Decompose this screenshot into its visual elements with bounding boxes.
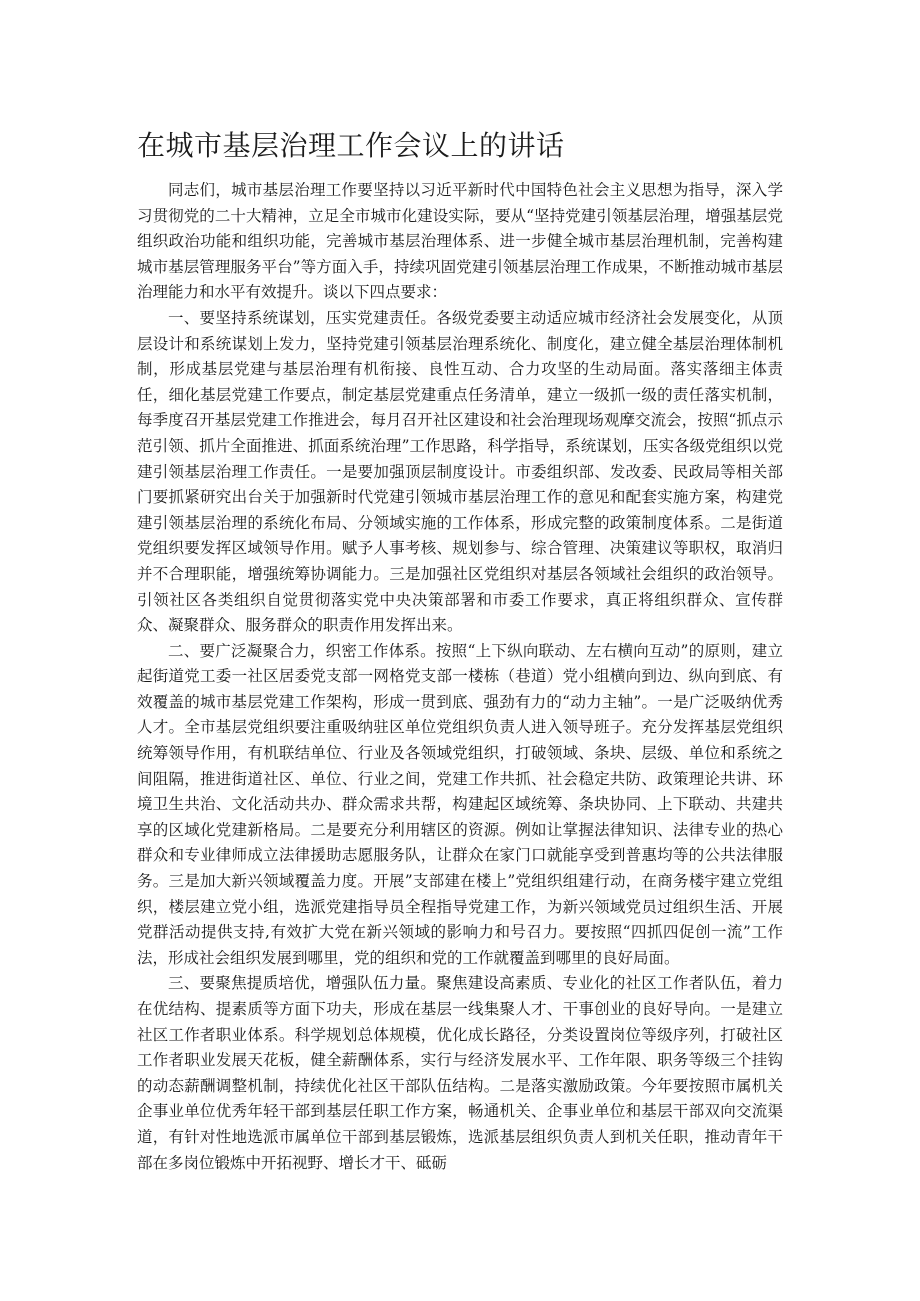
paragraph-point-1: 一、要坚持系统谋划，压实党建责任。各级党委要主动适应城市经济社会发展变化，从顶层设计和系统谋划上发力，坚持党建引领基层治理系统化、制度化，建立健全基层治理体制机制，形成基层党建与基层治理有机衔接、良性互动、合力攻坚的生动局面。落实落细主体责任，细化基层党建工作要点，制定基层党建重点任务清单，建立一级抓一级的责任落实机制，每季度召开基层党建工作推进会，每月召开社区建设和社会治理现场观摩交流会，按照“抓点示范引领、抓片全面推进、抓面系统治理”工作思路，科学指导，系统谋划，压实各级党组织以党建引领基层治理工作责任。一是要加强顶层制度设计。市委组织部、发改委、民政局等相关部门要抓紧研究出台关于加强新时代党建引领城市基层治理工作的意见和配套实施方案，构建党建引领基层治理的系统化布局、分领域实施的工作体系，形成完整的政策制度体系。二是街道党组织要发挥区域领导作用。赋予人事考核、规划参与、综合管理、决策建议等职权，取消归并不合理职能，增强统筹协调能力。三是加强社区党组织对基层各领域社会组织的政治领导。引领社区各类组织自觉贯彻落实党中央决策部署和市委工作要求，真正将组织群众、宣传群众、凝聚群众、服务群众的职责作用发挥出来。 [137, 308, 783, 635]
paragraph-point-3: 三、要聚焦提质培优，增强队伍力量。聚焦建设高素质、专业化的社区工作者队伍，着力在优结构、提素质等方面下功夫，形成在基层一线集聚人才、干事创业的良好导向。一是建立社区工作者职业体系。科学规划总体规模，优化成长路径，分类设置岗位等级序列，打破社区工作者职业发展天花板，健全薪酬体系，实行与经济发展水平、工作年限、职务等级三个挂钩的动态薪酬调整机制，持续优化社区干部队伍结构。二是落实激励政策。今年要按照市属机关企事业单位优秀年轻干部到基层任职工作方案，畅通机关、企事业单位和基层干部双向交流渠道，有针对性地选派市属单位干部到基层锻炼，选派基层组织负责人到机关任职，推动青年干部在多岗位锻炼中开拓视野、增长才干、砥砺 [137, 974, 783, 1172]
document-title: 在城市基层治理工作会议上的讲话 [137, 129, 565, 162]
paragraph-intro: 同志们，城市基层治理工作要坚持以习近平新时代中国特色社会主义思想为指导，深入学习贯彻党的二十大精神，立足全市城市化建设实际，要从“坚持党建引领基层治理，增强基层党组织政治功能和组织功能，完善城市基层治理体系、进一步健全城市基层治理机制，完善构建城市基层管理服务平台”等方面入手，持续巩固党建引领基层治理工作成果，不断推动城市基层治理能力和水平有效提升。谈以下四点要求： [137, 181, 783, 302]
paragraph-point-2: 二、要广泛凝聚合力，织密工作体系。按照“上下纵向联动、左右横向互动”的原则，建立起街道党工委一社区居委党支部一网格党支部一楼栋（巷道）党小组横向到边、纵向到底、有效覆盖的城市基层党建工作架构，形成一贯到底、强劲有力的“动力主轴”。一是广泛吸纳优秀人才。全市基层党组织要注重吸纳驻区单位党组织负责人进入领导班子。充分发挥基层党组织统筹领导作用，有机联结单位、行业及各领域党组织，打破领域、条块、层级、单位和系统之间阻隔，推进街道社区、单位、行业之间，党建工作共抓、社会稳定共防、政策理论共讲、环境卫生共治、文化活动共办、群众需求共帮，构建起区域统筹、条块协同、上下联动、共建共享的区域化党建新格局。二是要充分利用辖区的资源。例如让掌握法律知识、法律专业的热心群众和专业律师成立法律援助志愿服务队，让群众在家门口就能享受到普惠均等的公共法律服务。三是加大新兴领域覆盖力度。开展”支部建在楼上”党组织组建行动，在商务楼宇建立党组织，楼层建立党小组，选派党建指导员全程指导党建工作，为新兴领域党员过组织生活、开展党群活动提供支持,有效扩大党在新兴领域的影响力和号召力。要按照“四抓四促创一流”工作法，形成社会组织发展到哪里，党的组织和党的工作就覆盖到哪里的良好局面。 [137, 641, 783, 967]
document-body [137, 178, 783, 1176]
